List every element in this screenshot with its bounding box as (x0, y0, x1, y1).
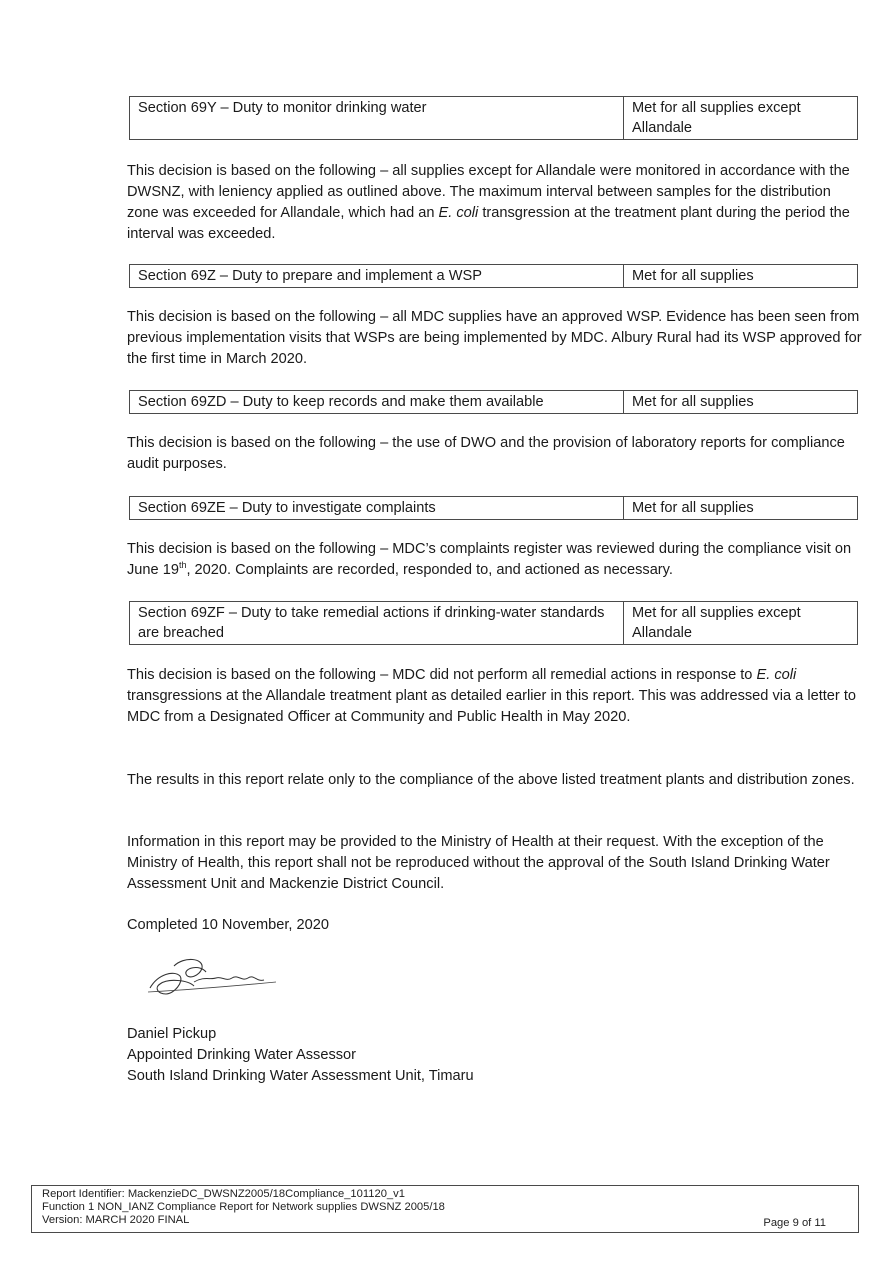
paragraph-69zd: This decision is based on the following – the use of DWO and the provision of laboratory reports for compliance audit purposes. (127, 435, 845, 472)
section-status: Met for all supplies except Allandale (632, 100, 801, 136)
signatory-name: Daniel Pickup (127, 1026, 217, 1042)
paragraph-69zf (127, 665, 862, 728)
paragraph-text: transgressions at the Allandale treatment plant as detailed earlier in this report. This was addressed via a letter to MDC from a Designated Officer at Community and Public Health in May 2020. (127, 688, 857, 725)
signatory-role: Appointed Drinking Water Assessor (127, 1047, 357, 1063)
section-status: Met for all supplies except Allandale (632, 605, 801, 641)
footer-function: Function 1 NON_IANZ Compliance Report for Network supplies DWSNZ 2005/18 (42, 1201, 445, 1213)
paragraph-69y (127, 161, 862, 245)
completion-date: Completed 10 November, 2020 (127, 917, 330, 933)
section-status: Met for all supplies (632, 500, 754, 516)
section-69z-row (129, 264, 858, 288)
paragraph-text: This decision is based on the following – MDC did not perform all remedial actions in response to (127, 667, 757, 683)
section-title: Section 69ZE – Duty to investigate complaints (130, 497, 624, 519)
section-69ze-row (129, 496, 858, 520)
superscript: th (178, 560, 187, 571)
section-title: Section 69ZD – Duty to keep records and make them available (130, 391, 624, 413)
signatory-org: South Island Drinking Water Assessment Unit, Timaru (127, 1068, 474, 1084)
paragraph-results-scope: The results in this report relate only to the compliance of the above listed treatment plants and distribution zones. (127, 772, 855, 788)
paragraph-italic: E. coli (438, 205, 479, 221)
paragraph-text: , 2020. Complaints are recorded, responded to, and actioned as necessary. (186, 562, 673, 578)
paragraph-text: transgression at the treatment plant during the period the interval was exceeded. (127, 205, 850, 242)
footer-version: Version: MARCH 2020 FINAL (42, 1214, 190, 1226)
section-69zd-row (129, 390, 858, 414)
paragraph-italic: E. coli (756, 667, 797, 683)
paragraph-reproduction: Information in this report may be provided to the Ministry of Health at their request. With the exception of the Ministry of Health, this report shall not be reproduced without the approval of the South Island Drinking Water Assessment Unit and Mackenzie District Council. (127, 834, 830, 892)
paragraph-69ze (127, 539, 862, 581)
signature-image (144, 952, 284, 1004)
paragraph-69z: This decision is based on the following – all MDC supplies have an approved WSP. Evidence has been seen from previous implementation visits that WSPs are being implemented by MDC. Albury Rural had its WSP approved for the first time in March 2020. (127, 309, 862, 367)
section-status: Met for all supplies (632, 268, 754, 284)
paragraph-text: This decision is based on the following – MDC’s complaints register was reviewed during the compliance visit on June 19 (127, 541, 852, 578)
section-title: Section 69ZF – Duty to take remedial actions if drinking-water standards are breached (130, 602, 624, 644)
section-69zf-row (129, 601, 858, 645)
section-status: Met for all supplies (632, 394, 754, 410)
paragraph-text: This decision is based on the following – all supplies except for Allandale were monitored in accordance with the DWSNZ, with leniency applied as outlined above. The maximum interval between samples for the distribution zone was exceeded for Allandale, which had an (127, 163, 850, 221)
page-footer (31, 1185, 859, 1233)
footer-report-identifier: Report Identifier: MackenzieDC_DWSNZ2005/18Compliance_101120_v1 (42, 1188, 405, 1200)
footer-page-number: Page 9 of 11 (763, 1217, 826, 1229)
section-69y-row (129, 96, 858, 140)
section-title: Section 69Y – Duty to monitor drinking water (130, 97, 624, 139)
section-title: Section 69Z – Duty to prepare and implement a WSP (130, 265, 624, 287)
